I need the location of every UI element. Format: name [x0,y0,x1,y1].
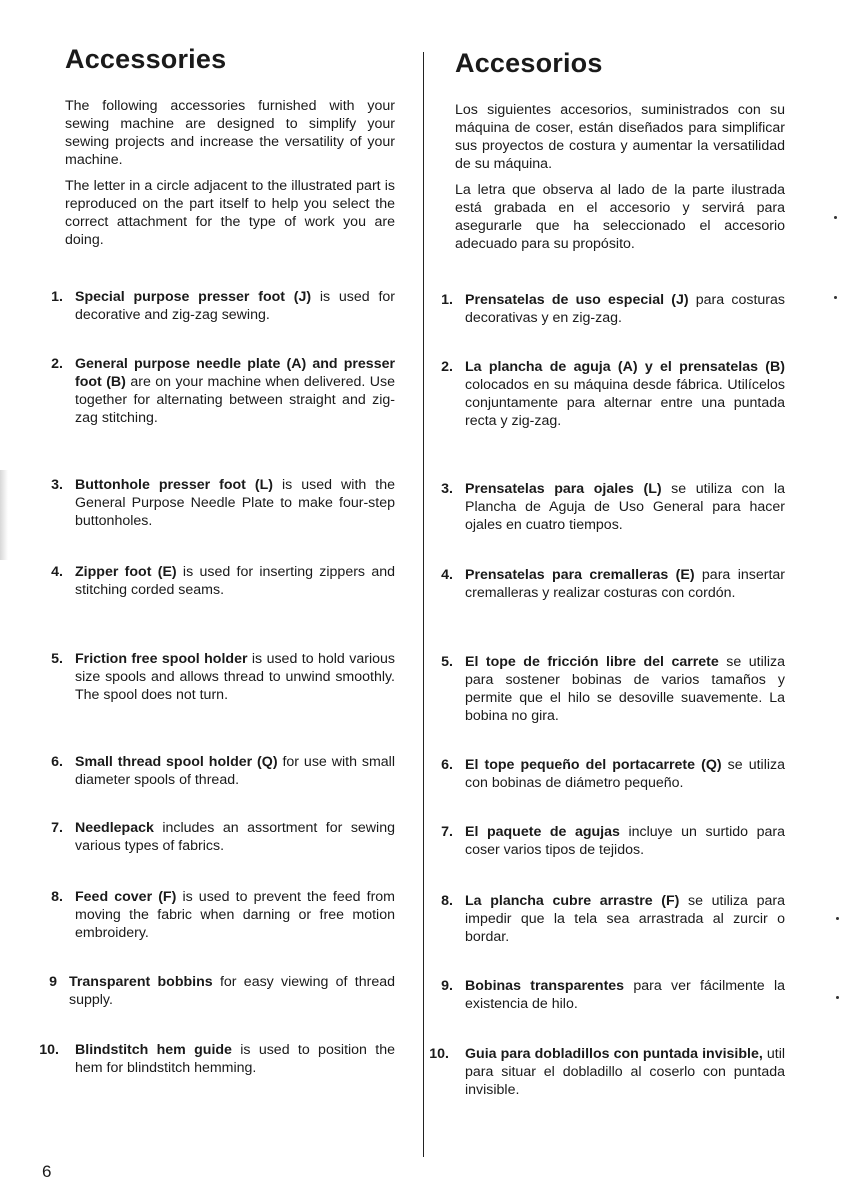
column-divider [423,52,424,1157]
item-title: Prensatelas para ojales (L) [465,481,662,497]
scan-speck [836,996,839,999]
item-number: 2. [51,356,63,372]
item-number: 7. [51,820,63,836]
item-text: se utiliza con la Plancha de Aguja de Uso General para hacer ojales en cuatro tiempos. [465,481,785,533]
intro-paragraph-2: La letra que observa al lado de la parte ilustrada está grabada en el accesorio y servirá para asegurarle que ha seleccionado el accesorio adecuado para su propósito. [455,182,785,252]
item-title: Blindstitch hem guide [75,1042,232,1058]
item-text: is used to position the hem for blindstitch hemming. [75,1042,395,1076]
list-item [435,358,785,430]
item-text: incluye un surtido para coser varios tipos de tejidos. [465,824,785,858]
item-title: La plancha cubre arrastre (F) [465,893,680,909]
item-text: is used for decorative and zig-zag sewing. [75,289,395,323]
item-title: Guia para dobladillos con puntada invisible, [465,1046,763,1062]
list-item [435,566,785,602]
item-number: 3. [51,477,63,493]
item-text: se utiliza para sostener bobinas de varios tamaños y permite que el hilo se desoville suavemente. La bobina no gira. [465,654,786,724]
item-text: para ver fácilmente la existencia de hilo. [465,978,785,1012]
list-item [429,1045,785,1099]
scan-speck [834,216,837,219]
item-number: 4. [51,564,63,580]
list-item [45,563,395,599]
item-text: for use with small diameter spools of thread. [75,754,395,788]
item-number: 5. [51,651,63,667]
list-item [435,823,785,859]
item-text: includes an assortment for sewing various types of fabrics. [75,820,395,854]
page-number: 6 [42,1162,52,1181]
item-text: para insertar cremalleras y realizar costuras con cordón. [465,567,785,601]
scan-edge-shadow [0,470,8,560]
list-item [45,650,395,704]
item-title: El paquete de agujas [465,824,620,840]
list-item [435,756,785,792]
item-text: for easy viewing of thread supply. [69,974,395,1008]
item-text: se utiliza para impedir que la tela sea arrastrada al zurcir o bordar. [465,893,785,945]
item-text: are on your machine when delivered. Use together for alternating between straight and zig-zag stitching. [75,374,395,426]
list-item [45,819,395,855]
item-text: is used to prevent the feed from moving the fabric when darning or free motion embroidery. [75,889,395,941]
intro-paragraph-1: The following accessories furnished with your sewing machine are designed to simplify your sewing projects and increase the versatility of your machine. [65,98,395,168]
list-item [435,892,785,946]
item-title: Feed cover (F) [75,889,177,905]
item-title: El tope pequeño del portacarrete (Q) [465,757,722,773]
item-number: 5. [441,654,453,670]
page-title-spanish: Accesorios [455,48,603,78]
intro-paragraph-2: The letter in a circle adjacent to the illustrated part is reproduced on the part itself to help you select the correct attachment for the type of work you are doing. [65,178,395,248]
item-number: 3. [441,481,453,497]
item-text: is used for inserting zippers and stitching corded seams. [75,564,395,598]
item-title: Friction free spool holder [75,651,248,667]
item-text: colocados en su máquina desde fábrica. Utilícelos conjuntamente para alternar entre una puntada recta y zig-zag. [465,377,785,429]
item-title: Bobinas transparentes [465,978,625,994]
item-number: 7. [441,824,453,840]
item-number: 4. [441,567,453,583]
item-text: util para situar el dobladillo al coserlo con puntada invisible. [465,1046,785,1098]
item-text: se utiliza con bobinas de diámetro pequeño. [465,757,785,791]
item-title: Needlepack [75,820,154,836]
item-title: General purpose needle plate (A) and presser foot (B) [75,356,395,390]
item-text: is used to hold various size spools and allows thread to unwind smoothly. The spool does not turn. [75,651,395,703]
list-item [45,973,395,1009]
list-item [435,977,785,1013]
english-column [39,44,395,1076]
item-number: 1. [441,292,453,308]
page-title-english: Accessories [65,44,227,74]
item-title: Buttonhole presser foot (L) [75,477,274,493]
spanish-column [429,44,786,1098]
item-number: 9. [441,978,453,994]
list-item [39,1041,395,1077]
item-title: Prensatelas para cremalleras (E) [465,567,695,583]
item-number: 10. [429,1046,449,1062]
item-title: Zipper foot (E) [75,564,177,580]
list-item [45,355,395,427]
item-number: 6. [441,757,453,773]
list-item [435,653,785,725]
item-number: 8. [51,889,63,905]
item-number: 2. [441,359,453,375]
list-item [45,476,395,530]
item-number: 1. [51,289,63,305]
item-title: La plancha de aguja (A) y el prensatelas (B) [465,359,785,375]
item-number: 8. [441,893,453,909]
list-item [45,753,395,789]
list-item [435,291,785,327]
scan-speck [834,296,837,299]
item-title: Small thread spool holder (Q) [75,754,278,770]
item-title: El tope de fricción libre del carrete [465,654,719,670]
list-item [45,288,395,324]
item-number: 6. [51,754,63,770]
item-text: is used with the General Purpose Needle Plate to make four-step buttonholes. [75,477,395,529]
list-item [435,480,785,534]
item-title: Prensatelas de uso especial (J) [465,292,689,308]
intro-paragraph-1: Los siguientes accesorios, suministrados con su máquina de coser, están diseñados para simplificar sus proyectos de costura y aumentar la versatilidad de su máquina. [455,102,785,172]
item-number: 9 [49,974,57,990]
scan-speck [836,917,839,920]
item-text: para costuras decorativas y en zig-zag. [465,292,785,326]
list-item [45,888,395,942]
item-number: 10. [39,1042,59,1058]
item-title: Transparent bobbins [69,974,213,990]
item-title: Special purpose presser foot (J) [75,289,312,305]
